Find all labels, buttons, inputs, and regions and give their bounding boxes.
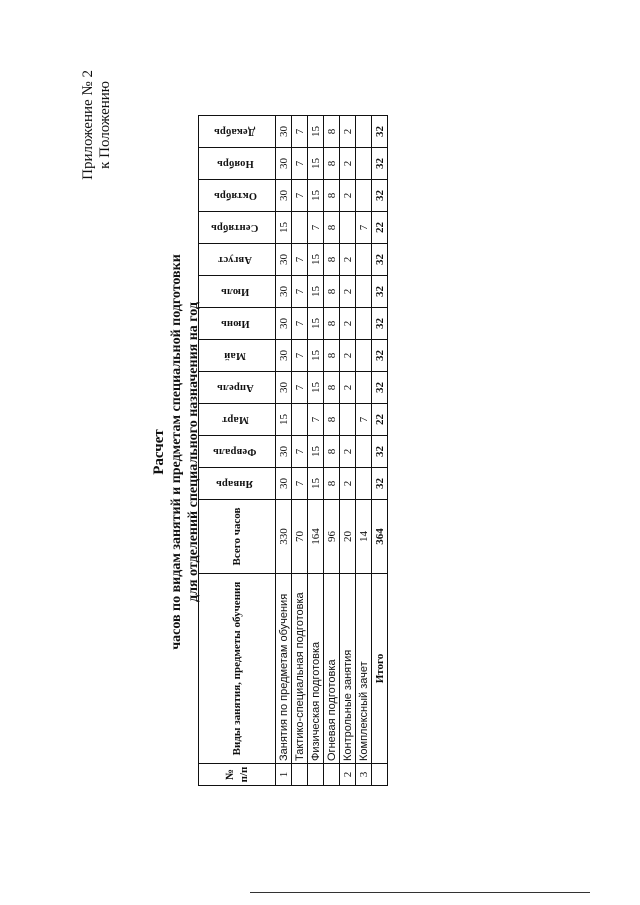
row-month-hours: 7 bbox=[292, 276, 308, 308]
header-month bbox=[199, 148, 276, 180]
month-label: Август bbox=[218, 254, 252, 266]
row-month-hours: 2 bbox=[340, 372, 356, 404]
row-month-hours: 7 bbox=[292, 244, 308, 276]
appendix-line-1: Приложение № 2 bbox=[80, 70, 96, 180]
header-name: Виды занятия, предметы обучения bbox=[199, 574, 276, 764]
row-month-hours: 2 bbox=[340, 148, 356, 180]
header-month bbox=[199, 372, 276, 404]
total-month-hours: 32 bbox=[372, 116, 388, 148]
row-number bbox=[324, 764, 340, 786]
table-row bbox=[292, 116, 308, 786]
row-month-hours bbox=[356, 372, 372, 404]
row-month-hours: 2 bbox=[340, 276, 356, 308]
row-month-hours: 30 bbox=[276, 180, 292, 212]
row-month-hours: 2 bbox=[340, 308, 356, 340]
header-month bbox=[199, 244, 276, 276]
table-header-row bbox=[199, 116, 276, 786]
total-row bbox=[372, 116, 388, 786]
row-total-hours: 96 bbox=[324, 500, 340, 574]
rotated-document bbox=[40, 62, 600, 842]
row-name: Тактико-специальная подготовка bbox=[292, 574, 308, 764]
table-row bbox=[324, 116, 340, 786]
row-number bbox=[308, 764, 324, 786]
header-month bbox=[199, 404, 276, 436]
total-month-hours: 32 bbox=[372, 340, 388, 372]
row-total-hours: 14 bbox=[356, 500, 372, 574]
row-month-hours: 8 bbox=[324, 340, 340, 372]
row-month-hours: 8 bbox=[324, 468, 340, 500]
row-month-hours: 8 bbox=[324, 308, 340, 340]
row-total-hours: 20 bbox=[340, 500, 356, 574]
header-num: № п/п bbox=[199, 764, 276, 786]
month-label: Ноябрь bbox=[216, 158, 254, 170]
month-label: Октябрь bbox=[213, 190, 257, 202]
row-month-hours: 2 bbox=[340, 340, 356, 372]
header-total: Всего часов bbox=[199, 500, 276, 574]
row-month-hours: 15 bbox=[308, 244, 324, 276]
row-month-hours: 30 bbox=[276, 148, 292, 180]
table-body bbox=[276, 116, 388, 786]
row-month-hours: 30 bbox=[276, 436, 292, 468]
row-name: Занятия по предметам обучения bbox=[276, 574, 292, 764]
row-number: 1 bbox=[276, 764, 292, 786]
row-month-hours bbox=[356, 148, 372, 180]
row-month-hours: 8 bbox=[324, 180, 340, 212]
row-month-hours bbox=[356, 468, 372, 500]
total-month-hours: 32 bbox=[372, 308, 388, 340]
row-month-hours: 15 bbox=[308, 276, 324, 308]
month-label: Декабрь bbox=[214, 126, 256, 138]
row-month-hours: 15 bbox=[276, 404, 292, 436]
row-month-hours: 7 bbox=[292, 308, 308, 340]
row-month-hours: 30 bbox=[276, 116, 292, 148]
row-month-hours: 7 bbox=[292, 340, 308, 372]
total-month-hours: 32 bbox=[372, 180, 388, 212]
row-month-hours: 15 bbox=[276, 212, 292, 244]
row-month-hours: 30 bbox=[276, 340, 292, 372]
row-name: Физическая подготовка bbox=[308, 574, 324, 764]
row-month-hours: 8 bbox=[324, 244, 340, 276]
appendix-note bbox=[80, 70, 114, 180]
total-month-hours: 32 bbox=[372, 436, 388, 468]
row-name: Контрольные занятия bbox=[340, 574, 356, 764]
title-line-2: часов по видам занятий и предметам специальной подготовки bbox=[169, 254, 184, 650]
row-month-hours: 8 bbox=[324, 436, 340, 468]
row-month-hours bbox=[356, 180, 372, 212]
header-month bbox=[199, 116, 276, 148]
row-month-hours bbox=[356, 436, 372, 468]
row-month-hours: 8 bbox=[324, 116, 340, 148]
total-month-hours: 22 bbox=[372, 212, 388, 244]
row-month-hours: 2 bbox=[340, 244, 356, 276]
table-row bbox=[356, 116, 372, 786]
table-row bbox=[340, 116, 356, 786]
total-month-hours: 32 bbox=[372, 468, 388, 500]
total-month-hours: 32 bbox=[372, 372, 388, 404]
scan-edge-line bbox=[250, 892, 590, 893]
header-month bbox=[199, 212, 276, 244]
row-month-hours bbox=[356, 116, 372, 148]
row-month-hours: 2 bbox=[340, 180, 356, 212]
header-month bbox=[199, 468, 276, 500]
row-month-hours bbox=[356, 244, 372, 276]
row-month-hours: 7 bbox=[292, 116, 308, 148]
row-month-hours: 8 bbox=[324, 148, 340, 180]
row-month-hours bbox=[356, 308, 372, 340]
row-month-hours: 8 bbox=[324, 276, 340, 308]
header-month bbox=[199, 308, 276, 340]
header-month bbox=[199, 340, 276, 372]
row-month-hours: 7 bbox=[356, 212, 372, 244]
row-month-hours bbox=[356, 340, 372, 372]
hours-table bbox=[198, 115, 388, 786]
row-month-hours: 7 bbox=[308, 404, 324, 436]
total-month-hours: 32 bbox=[372, 244, 388, 276]
month-label: Апрель bbox=[216, 382, 254, 394]
row-month-hours bbox=[340, 212, 356, 244]
month-label: Февраль bbox=[213, 446, 257, 458]
row-number: 3 bbox=[356, 764, 372, 786]
row-month-hours: 30 bbox=[276, 468, 292, 500]
row-month-hours: 15 bbox=[308, 372, 324, 404]
row-month-hours: 7 bbox=[308, 212, 324, 244]
row-number bbox=[292, 764, 308, 786]
row-number: 2 bbox=[340, 764, 356, 786]
row-month-hours: 30 bbox=[276, 308, 292, 340]
total-month-hours: 22 bbox=[372, 404, 388, 436]
total-label: Итого bbox=[372, 574, 388, 764]
row-month-hours bbox=[356, 276, 372, 308]
row-month-hours: 15 bbox=[308, 148, 324, 180]
table-row bbox=[308, 116, 324, 786]
row-month-hours: 15 bbox=[308, 340, 324, 372]
month-label: Май bbox=[224, 350, 246, 362]
row-month-hours: 30 bbox=[276, 244, 292, 276]
row-month-hours: 7 bbox=[292, 180, 308, 212]
row-month-hours: 15 bbox=[308, 180, 324, 212]
header-month bbox=[199, 180, 276, 212]
row-month-hours: 15 bbox=[308, 308, 324, 340]
total-month-hours: 32 bbox=[372, 148, 388, 180]
title-line-3: для отделений специального назначения на год bbox=[186, 302, 201, 602]
total-hours: 364 bbox=[372, 500, 388, 574]
document-title bbox=[150, 62, 202, 842]
row-month-hours: 7 bbox=[292, 468, 308, 500]
row-month-hours: 15 bbox=[308, 468, 324, 500]
row-total-hours: 330 bbox=[276, 500, 292, 574]
row-month-hours: 15 bbox=[308, 116, 324, 148]
row-month-hours: 8 bbox=[324, 404, 340, 436]
month-label: Июнь bbox=[220, 318, 250, 330]
row-month-hours: 2 bbox=[340, 468, 356, 500]
row-month-hours: 7 bbox=[292, 148, 308, 180]
header-month bbox=[199, 276, 276, 308]
row-month-hours: 2 bbox=[340, 436, 356, 468]
row-total-hours: 70 bbox=[292, 500, 308, 574]
row-month-hours: 7 bbox=[356, 404, 372, 436]
row-month-hours: 8 bbox=[324, 212, 340, 244]
month-label: Март bbox=[221, 414, 249, 426]
row-month-hours: 2 bbox=[340, 116, 356, 148]
header-month bbox=[199, 436, 276, 468]
row-month-hours: 7 bbox=[292, 372, 308, 404]
row-month-hours: 30 bbox=[276, 372, 292, 404]
row-month-hours: 7 bbox=[292, 436, 308, 468]
row-name: Комплексный зачет bbox=[356, 574, 372, 764]
total-row-number-cell bbox=[372, 764, 388, 786]
total-month-hours: 32 bbox=[372, 276, 388, 308]
row-month-hours: 8 bbox=[324, 372, 340, 404]
row-month-hours: 30 bbox=[276, 276, 292, 308]
row-month-hours: 15 bbox=[308, 436, 324, 468]
month-label: Сентябрь bbox=[211, 222, 259, 234]
appendix-line-2: к Положению bbox=[97, 80, 113, 169]
row-month-hours bbox=[340, 404, 356, 436]
month-label: Январь bbox=[216, 478, 254, 490]
row-month-hours bbox=[292, 212, 308, 244]
table-row bbox=[276, 116, 292, 786]
title-main: Расчет bbox=[151, 429, 167, 475]
row-total-hours: 164 bbox=[308, 500, 324, 574]
row-month-hours bbox=[292, 404, 308, 436]
row-name: Огневая подготовка bbox=[324, 574, 340, 764]
month-label: Июль bbox=[220, 286, 250, 298]
